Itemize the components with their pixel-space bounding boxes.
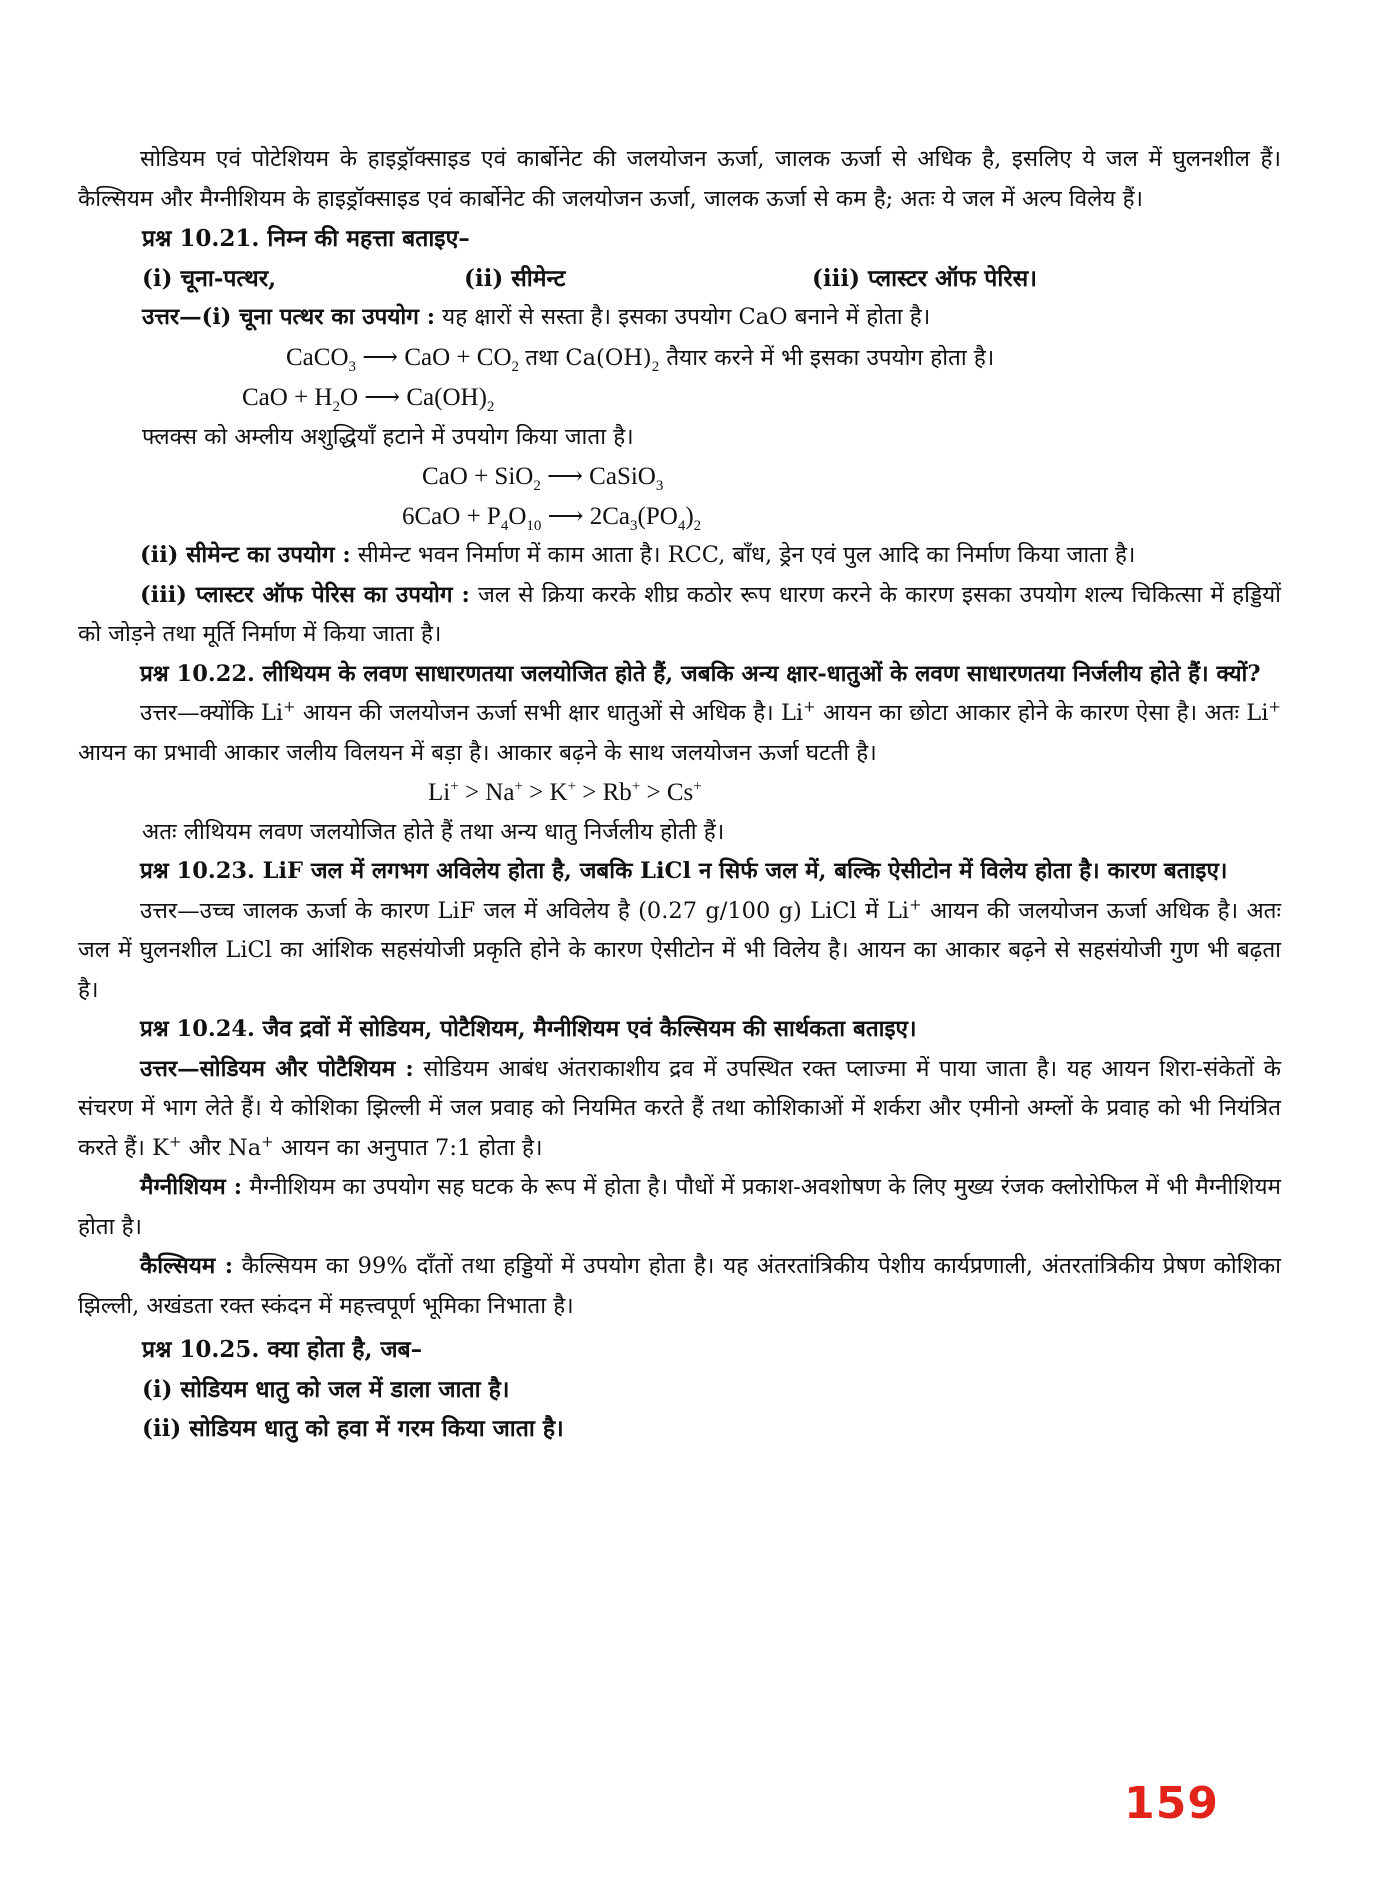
answer-plaster — [78, 576, 1281, 655]
answer-text: उत्तर—क्योंकि Li — [140, 700, 284, 726]
answer-magnesium — [78, 1168, 1281, 1247]
answer-text: उत्तर—उच्च जालक ऊर्जा के कारण LiF जल में अविलेय है (0.27 g/100 g) LiCl में Li — [140, 897, 910, 924]
answer-text: आयन का अनुपात 7:1 होता है। — [273, 1134, 543, 1161]
question-10-23: प्रश्न 10.23. LiF जल में लगभग अविलेय होता है, जबकि LiCl न सिर्फ जल में, बल्कि ऐसीटोन में विलेय होता है। कारण बताइए। — [140, 858, 1228, 884]
equation-note-tail: तैयार करने में भी इसका उपयोग होता है। — [659, 344, 995, 371]
answer-heading: उत्तर—सोडियम और पोटैशियम : — [140, 1055, 414, 1082]
question-10-24: प्रश्न 10.24. जैव द्रवों में सोडियम, पोटैशियम, मैग्नीशियम एवं कैल्सियम की सार्थकता बताइए। — [140, 1016, 917, 1042]
option-plaster-of-paris: (iii) प्लास्टर ऑफ पेरिस। — [812, 264, 1037, 292]
answer-text: आयन की जलयोजन ऊर्जा सभी क्षार धातुओं से अधिक है। Li — [295, 700, 804, 726]
answer-text: यह क्षारों से सस्ता है। इसका उपयोग CaO बनाने में होता है। — [435, 304, 931, 330]
conclusion-10-22: अतः लीथियम लवण जलयोजित होते हैं तथा अन्य धातु निर्जलीय होती हैं। — [142, 818, 725, 845]
answer-text: जल से क्रिया करके शीघ्र कठोर रूप धारण करने के कारण इसका उपयोग शल्य चिकित्सा में हड्डियों को जोड़ने तथा मूर्ति निर्माण में किया जाता है। — [78, 581, 1281, 647]
option-limestone: (i) चूना-पत्थर, — [142, 264, 277, 292]
equation-cao-sio2: CaO + SiO$_2$ ⟶ CaSiO$_3$ — [422, 463, 664, 494]
answer-text: आयन का प्रभावी आकार जलीय विलयन में बड़ा है। आकार बढ़ने के साथ जलयोजन ऊर्जा घटती है। — [78, 739, 877, 766]
answer-heading: कैल्सियम : — [140, 1253, 233, 1279]
answer-heading: (iii) प्लास्टर ऑफ पेरिस का उपयोग : — [140, 581, 470, 608]
answer-heading: उत्तर—(i) चूना पत्थर का उपयोग : — [142, 304, 436, 330]
option-cement: (ii) सीमेन्ट — [464, 264, 566, 292]
answer-text: आयन का छोटा आकार होने के कारण ऐसा है। अतः Li — [815, 700, 1269, 726]
answer-text: आयन की जलयोजन ऊर्जा अधिक है। अतः जल में घुलनशील LiCl का आंशिक सहसंयोजी प्रकृति होने के कारण ऐसीटोन में भी विलेय है। आयन का आकार बढ़ने से सहसंयोजी गुण भी बढ़ता है। — [78, 897, 1282, 1003]
answer-calcium — [78, 1247, 1281, 1326]
answer-sodium-potassium: उत्तर—सोडियम और पोटैशियम : सोडियम आबंध अंतराकाशीय द्रव में उपस्थित रक्त प्लाज्मा में पाया जाता है। यह आयन शिरा-संकेतों के संचरण में भाग लेते हैं। ये कोशिका झिल्ली में जल प्रवाह को नियमित करते हैं तथा कोशिकाओं में शर्करा और एमीनो अम्लों के प्रवाह को भी नियंत्रित करते हैं। K+ और Na+ आयन का अनुपात 7:1 होता है। — [78, 1055, 1282, 1161]
answer-text: और Na — [181, 1134, 262, 1161]
question-10-25: प्रश्न 10.25. क्या होता है, जब– — [142, 1336, 423, 1363]
equation-cao-p4o10: $6CaO + P_4O_{10}$ ⟶ $2Ca_3(PO_4)_2$ — [402, 502, 702, 534]
answer-heading: मैग्नीशियम : — [140, 1174, 243, 1200]
answer-text: सोडियम आबंध अंतराकाशीय द्रव में उपस्थित रक्त प्लाज्मा में पाया जाता है। यह आयन शिरा-संकेतों के संचरण में भाग लेते हैं। ये कोशिका झिल्ली में जल प्रवाह को नियमित करते हैं तथा कोशिकाओं में शर्करा और एमीनो अम्लों के प्रवाह को भी नियंत्रित करते हैं। K — [78, 1055, 1282, 1161]
answer-heading: (ii) सीमेन्ट का उपयोग : — [140, 542, 351, 568]
equation-hydration-order: Li+ > Na+ > K+ > Rb+ > Cs+ — [428, 778, 702, 806]
answer-cement — [78, 536, 1281, 576]
equation-note: तथा Ca(OH) — [525, 344, 652, 371]
answer-10-22: उत्तर—क्योंकि Li+ आयन की जलयोजन ऊर्जा सभी क्षार धातुओं से अधिक है। Li+ आयन का छोटा आकार होने के कारण ऐसा है। अतः Li+ आयन का प्रभावी आकार जलीय विलयन में बड़ा है। आकार बढ़ने के साथ जलयोजन ऊर्जा घटती है। — [78, 697, 1281, 766]
flux-text: फ्लक्स को अम्लीय अशुद्धियाँ हटाने में उपयोग किया जाता है। — [142, 423, 634, 450]
equation-caco3: CaCO$_3$ ⟶ CaO + $CO_2$ तथा $Ca(OH)_2$ तैयार करने में भी इसका उपयोग होता है। — [286, 343, 995, 375]
equation-cao-water: CaO + $H_2O$ ⟶ $Ca(OH)_2$ — [242, 384, 495, 415]
page-number: 159 — [1124, 1778, 1219, 1829]
answer-text: कैल्सियम का 99% दाँतों तथा हड्डियों में उपयोग होता है। यह अंतरतांत्रिकीय पेशीय कार्यप्रणाली, अंतरतांत्रिकीय प्रेषण कोशिका झिल्ली, अखंडता रक्त स्कंदन में महत्त्वपूर्ण भूमिका निभाता है। — [78, 1253, 1281, 1319]
answer-text: मैग्नीशियम का उपयोग सह घटक के रूप में होता है। पौधों में प्रकाश-अवशोषण के लिए मुख्य रंजक क्लोरोफिल में भी मैग्नीशियम होता है। — [78, 1174, 1281, 1240]
question-10-25-item: (i) सोडियम धातु को जल में डाला जाता है। — [142, 1375, 510, 1403]
answer-10-23: उत्तर—उच्च जालक ऊर्जा के कारण LiF जल में अविलेय है (0.27 g/100 g) LiCl में Li+ आयन की जलयोजन ऊर्जा अधिक है। अतः जल में घुलनशील LiCl का आंशिक सहसंयोजी प्रकृति होने के कारण ऐसीटोन में भी विलेय है। आयन का आकार बढ़ने से सहसंयोजी गुण भी बढ़ता है। — [78, 895, 1282, 1003]
question-10-21: प्रश्न 10.21. निम्न की महत्ता बताइए– — [142, 225, 470, 252]
question-options — [78, 259, 1281, 299]
answer-limestone — [78, 298, 1281, 338]
answer-text: सीमेन्ट भवन निर्माण में काम आता है। RCC, बाँध, ड्रेन एवं पुल आदि का निर्माण किया जाता है। — [350, 542, 1136, 568]
question-10-22: प्रश्न 10.22. लीथियम के लवण साधारणतया जलयोजित होते हैं, जबकि अन्य क्षार-धातुओं के लवण साधारणतया निर्जलीय होते हैं। क्यों? — [140, 660, 1261, 687]
question-10-25-item: (ii) सोडियम धातु को हवा में गरम किया जाता है। — [142, 1415, 564, 1442]
intro-paragraph: सोडियम एवं पोटेशियम के हाइड्रॉक्साइड एवं कार्बोनेट की जलयोजन ऊर्जा, जालक ऊर्जा से अधिक है, इसलिए ये जल में घुलनशील हैं। कैल्सियम और मैग्नीशियम के हाइड्रॉक्साइड एवं कार्बोनेट की जलयोजन ऊर्जा, जालक ऊर्जा से कम है; अतः ये जल में अल्प विलेय हैं। — [78, 146, 1281, 212]
